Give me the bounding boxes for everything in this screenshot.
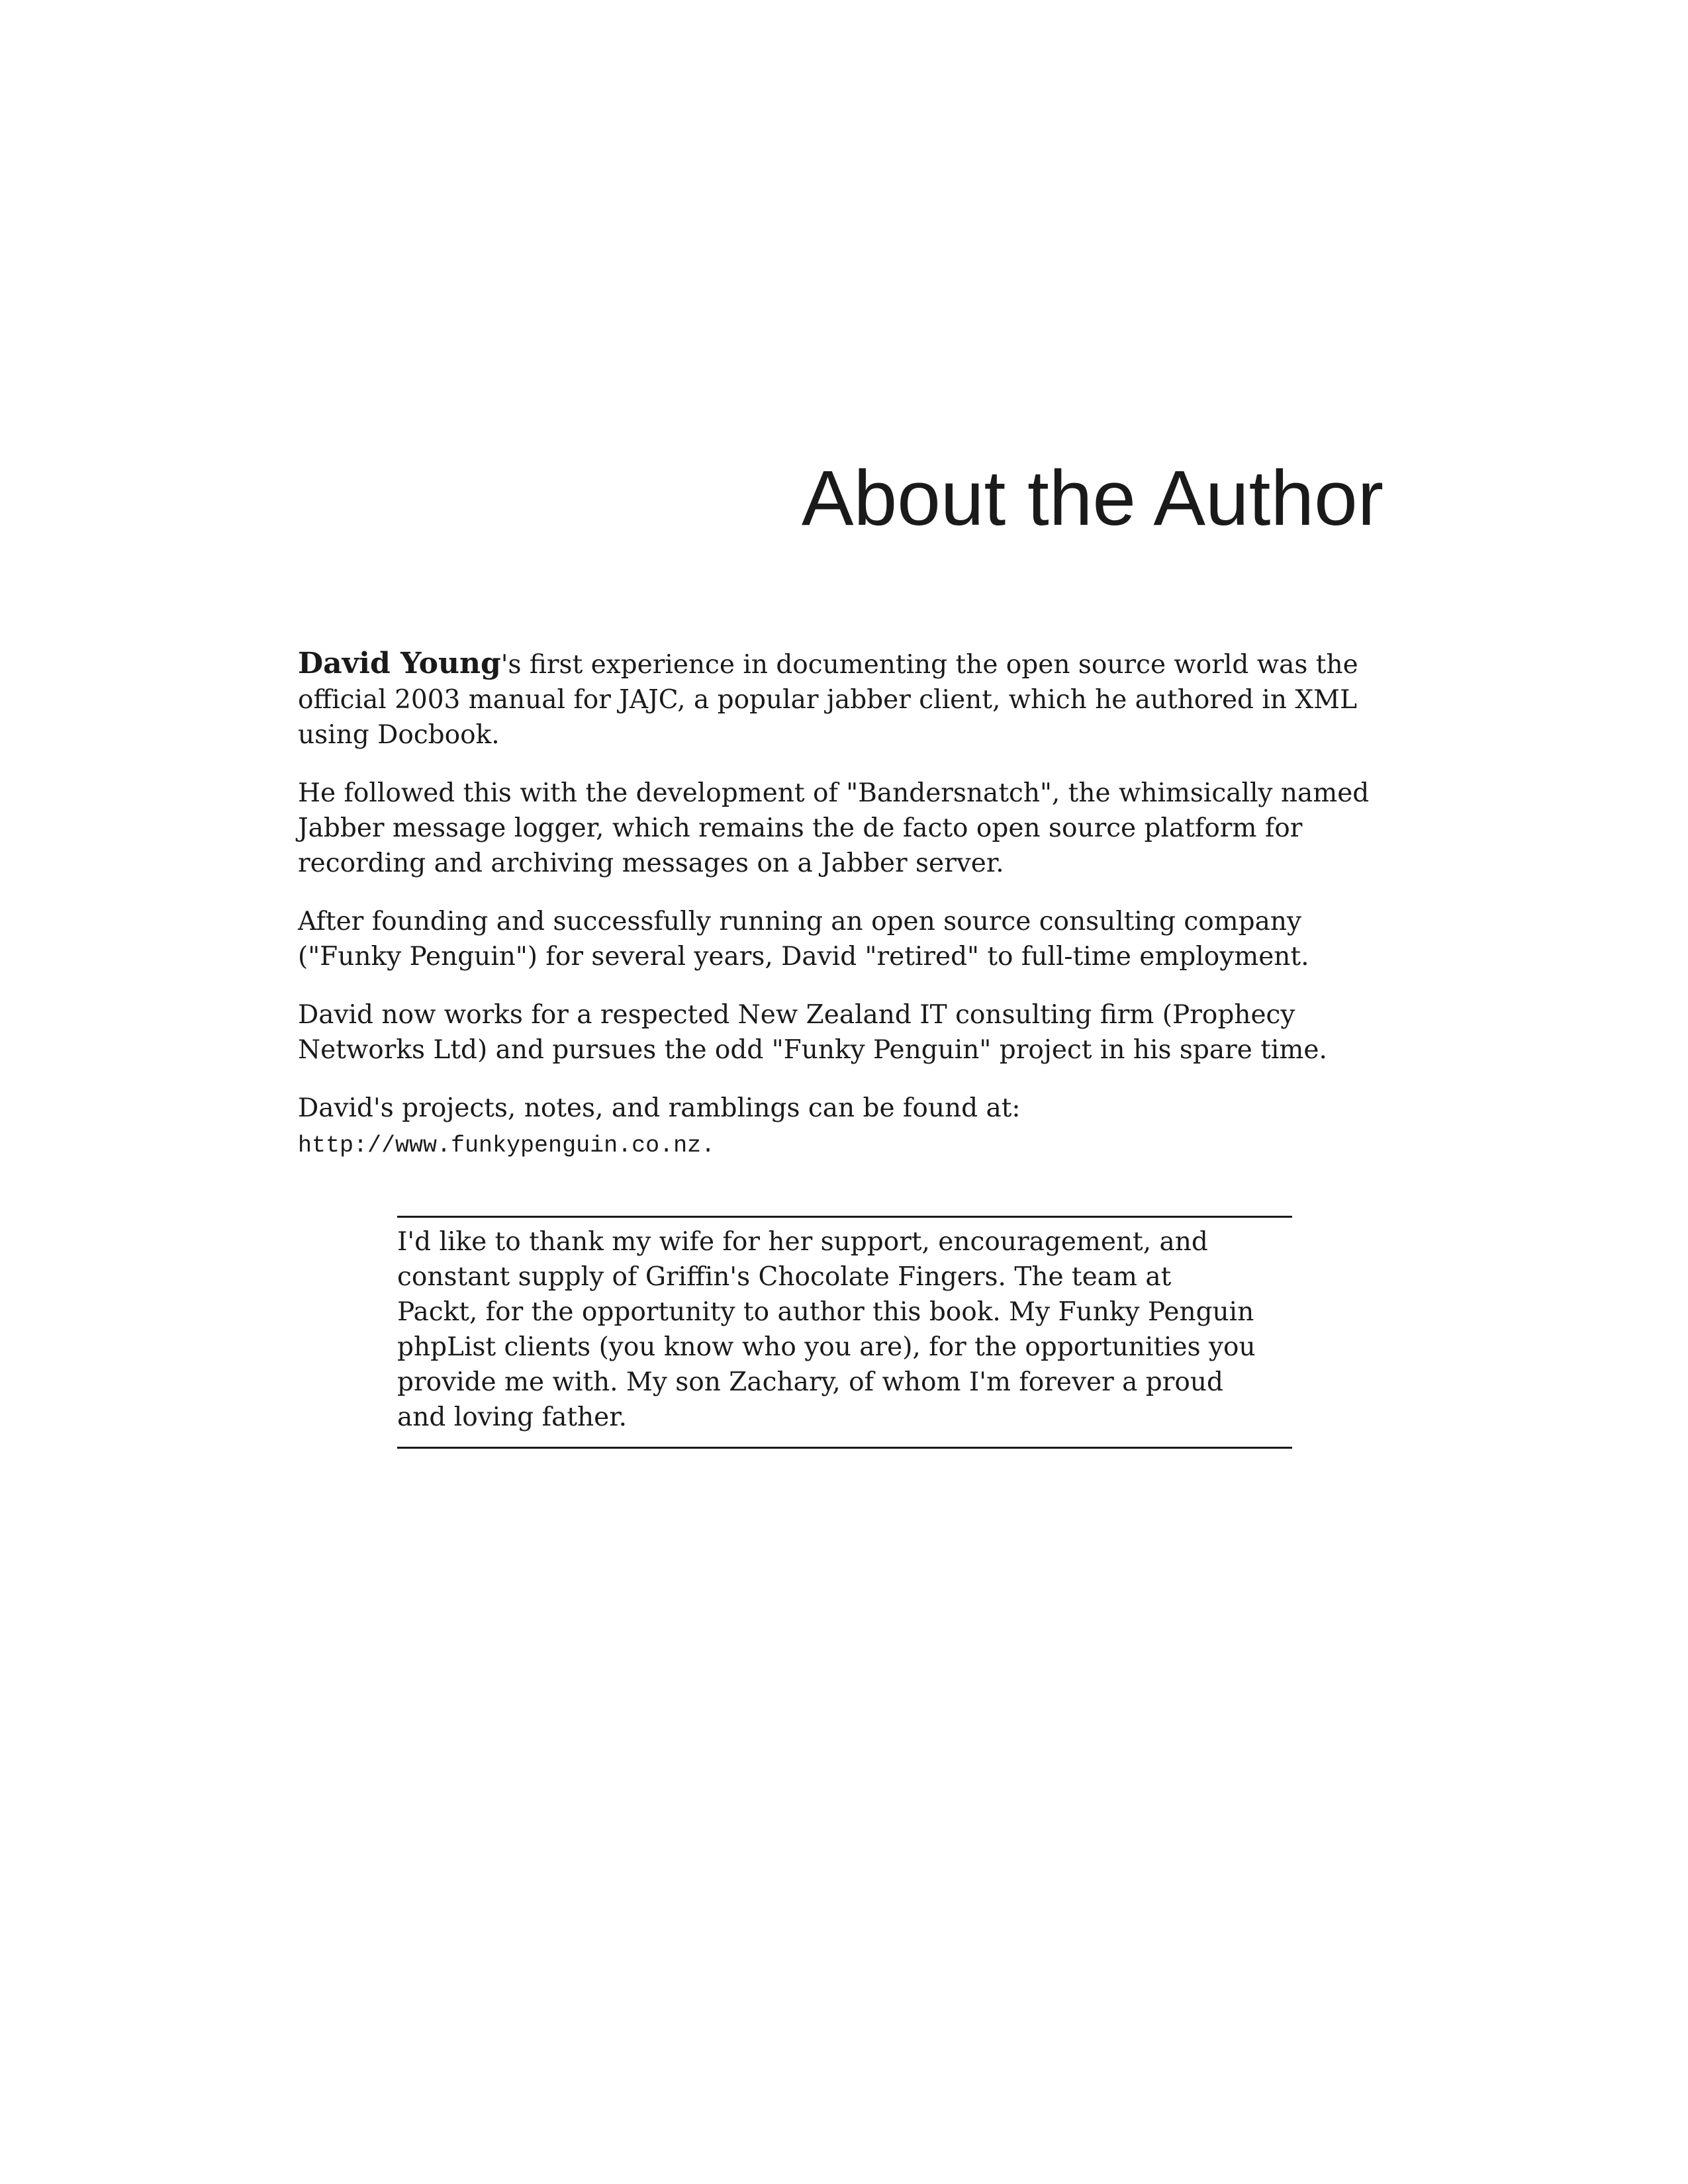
bio-paragraph-5-text: David's projects, notes, and ramblings can be found at: [298,1093,1021,1123]
bio-paragraph-1-text: 's first experience in documenting the open source world was the official 2003 manual for JAJC, a popular jabber client, which he authored in XML using Docbook. [298,650,1358,750]
website-url-suffix: . [701,1132,716,1159]
bio-paragraph-2: He followed this with the development of "Bandersnatch", the whimsically named Jabber message logger, which remains the de facto open source platform for recording and archiving messages on a Jabber server. [298,778,1370,878]
acknowledgement-box [397,1216,1292,1449]
bio-paragraph-3: After founding and successfully running an open source consulting company ("Funky Penguin") for several years, David "retired" to full-time employment. [298,907,1309,972]
bio-paragraph-4: David now works for a respected New Zealand IT consulting firm (Prophecy Networks Ltd) and pursues the odd "Funky Penguin" project in his spare time. [298,1000,1327,1065]
bio-paragraph-1 [298,646,1397,752]
bio-paragraph-5 [298,1091,1397,1163]
acknowledgement-text: I'd like to thank my wife for her support, encouragement, and constant supply of Griffin's Chocolate Fingers. The team at Packt, for the opportunity to author this book. My Funky Penguin phpList clients (you know who you are), for the opportunities you provide me with. My son Zachary, of whom I'm forever a proud and loving father. [397,1227,1256,1432]
website-url: http://www.funkypenguin.co.nz [298,1132,702,1159]
author-name: David Young [298,647,501,680]
page-title: About the Author [801,455,1383,542]
author-bio [298,646,1397,1187]
